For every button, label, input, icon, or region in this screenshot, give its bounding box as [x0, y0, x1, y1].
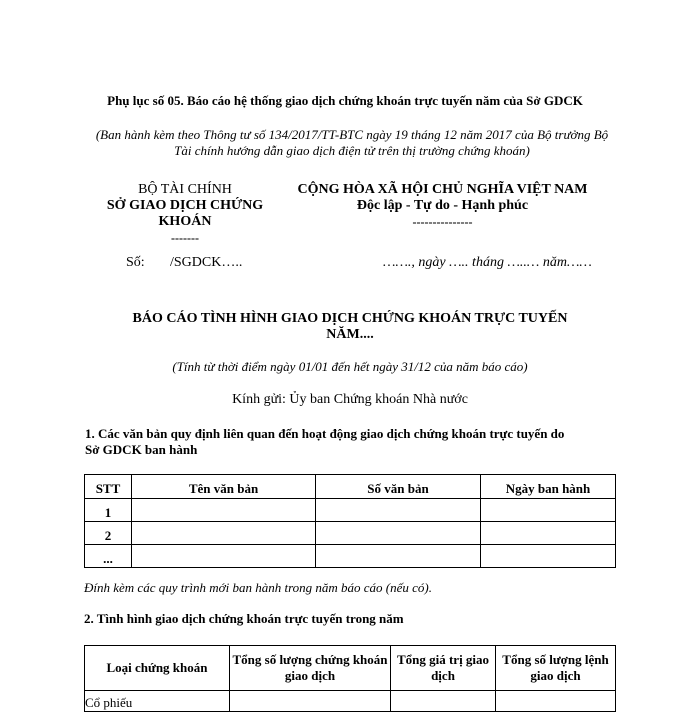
recipient: Kính gửi: Ủy ban Chứng khoán Nhà nước	[232, 392, 468, 407]
trading-summary-table	[84, 645, 616, 712]
table-header-row	[85, 646, 616, 691]
exchange-name-line1: SỞ GIAO DỊCH CHỨNG	[106, 198, 264, 213]
header-document-name: Tên văn bản	[132, 475, 316, 499]
attachment-note: Đính kèm các quy trình mới ban hành trong năm báo cáo (nếu có).	[84, 580, 433, 595]
report-title-line1: BÁO CÁO TÌNH HÌNH GIAO DỊCH CHỨNG KHOÁN TRỰC TUYẾN	[132, 311, 568, 326]
section1-heading-line2: Sở GDCK ban hành	[85, 442, 198, 457]
cell-stt: ...	[85, 545, 132, 568]
cell-document-name	[132, 522, 316, 545]
cell-issue-date	[481, 545, 616, 568]
table-row	[85, 691, 616, 712]
appendix-title: Phụ lục số 05. Báo cáo hệ thống giao dịch chứng khoán trực tuyến năm của Sở GDCK	[107, 93, 583, 108]
period-note: (Tính từ thời điểm ngày 01/01 đến hết ngày 31/12 của năm báo cáo)	[172, 359, 528, 374]
section1-heading	[85, 426, 564, 458]
header-security-type: Loại chứng khoán	[85, 646, 230, 691]
report-title-line2: NĂM....	[326, 327, 374, 342]
section2-heading: 2. Tình hình giao dịch chứng khoán trực tuyến trong năm	[84, 611, 404, 626]
cell-document-name	[132, 545, 316, 568]
table-row	[85, 522, 616, 545]
doc-number-value: /SGDCK…..	[170, 255, 243, 270]
cell-document-number	[316, 499, 481, 522]
cell-stt: 2	[85, 522, 132, 545]
section1-heading-line1: 1. Các văn bản quy định liên quan đến hoạt động giao dịch chứng khoán trực tuyến do	[85, 426, 565, 441]
header-total-volume: Tổng số lượng chứng khoán giao dịch	[230, 646, 391, 691]
header-total-orders: Tổng số lượng lệnh giao dịch	[496, 646, 616, 691]
national-header	[285, 182, 600, 230]
cell-total-volume	[230, 691, 391, 712]
date-line: ……., ngày ….. tháng …..… năm……	[383, 255, 592, 270]
motto-rule: ---------------	[412, 215, 473, 229]
table-row	[85, 499, 616, 522]
cell-issue-date	[481, 499, 616, 522]
issuance-note: (Ban hành kèm theo Thông tư số 134/2017/TT-BTC ngày 19 tháng 12 năm 2017 của Bộ trưởng Bộ Tài chính hướng dẫn giao dịch điện tử trên thị trường chứng khoán)	[95, 127, 609, 158]
ministry-name: BỘ TÀI CHÍNH	[138, 182, 232, 197]
cell-document-number	[316, 522, 481, 545]
motto: Độc lập - Tự do - Hạnh phúc	[356, 198, 529, 213]
cell-total-value	[391, 691, 496, 712]
cell-stt: 1	[85, 499, 132, 522]
exchange-name-line2: KHOÁN	[158, 214, 212, 229]
cell-issue-date	[481, 522, 616, 545]
doc-number-label: Số:	[126, 255, 145, 270]
cell-total-orders	[496, 691, 616, 712]
cell-document-number	[316, 545, 481, 568]
regulations-table	[84, 474, 616, 568]
issuer-header	[95, 182, 275, 246]
header-issue-date: Ngày ban hành	[481, 475, 616, 499]
header-total-value: Tổng giá trị giao dịch	[391, 646, 496, 691]
cell-document-name	[132, 499, 316, 522]
table-header-row	[85, 475, 616, 499]
header-stt: STT	[85, 475, 132, 499]
header-document-number: Số văn bản	[316, 475, 481, 499]
cell-security-type: Cổ phiếu	[85, 691, 230, 712]
issuer-rule: -------	[171, 231, 199, 245]
country-name: CỘNG HÒA XÃ HỘI CHỦ NGHĨA VIỆT NAM	[297, 182, 588, 197]
table-row	[85, 545, 616, 568]
report-title	[110, 311, 590, 343]
